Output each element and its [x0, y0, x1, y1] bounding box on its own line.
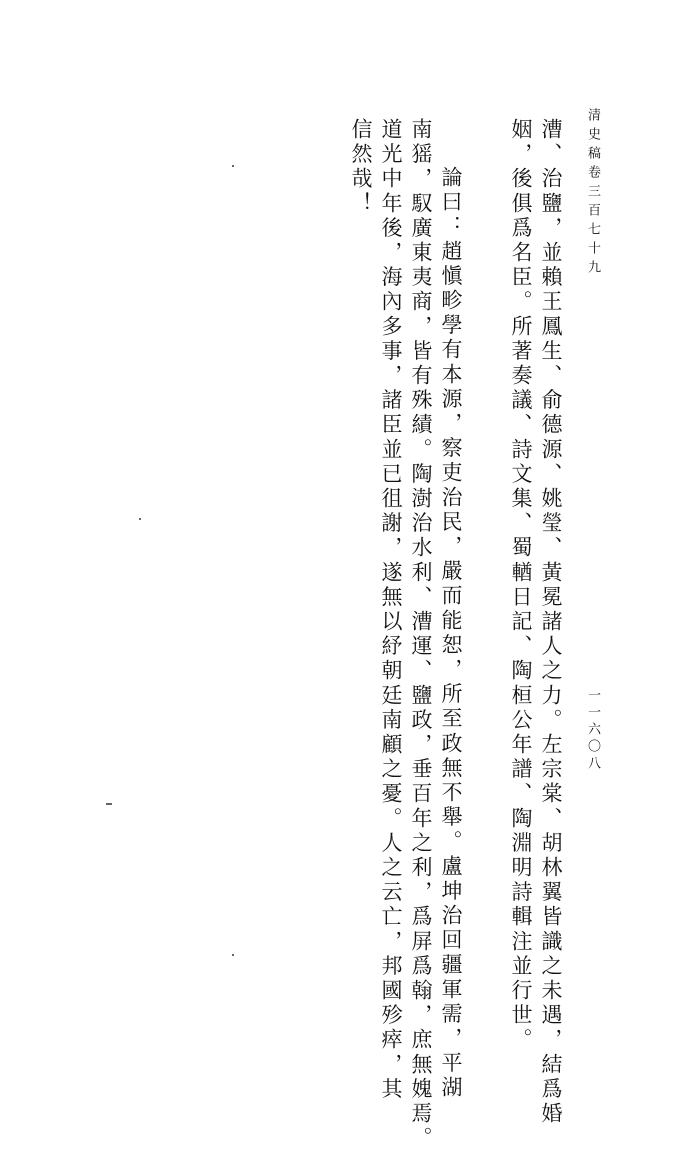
scan-speck [139, 518, 141, 520]
text-column-4: 南猺，馭廣東夷商，皆有殊績。陶澍治水利、漕運、鹽政，垂百年之利，爲屏爲翰，庶無媿焉。 [409, 118, 433, 1151]
text-column-3: 論曰：趙愼畛學有本源，察吏治民，嚴而能恕，所至政無不舉。盧坤治回疆軍需，平湖 [439, 166, 463, 1101]
text-column-2: 姻，後俱爲名臣。所著奏議、詩文集、蜀輶日記、陶桓公年譜、陶淵明詩輯注並行世。 [509, 118, 533, 1053]
text-column-5: 道光中年後，海內多事，諸臣並已徂謝，遂無以紓朝廷南顧之憂。人之云亡，邦國殄瘁，其 [379, 118, 403, 1102]
page-number: 一一六〇八 [585, 688, 600, 773]
text-column-6: 信然哉！ [349, 118, 373, 217]
scan-speck [106, 803, 112, 805]
text-column-1: 漕、治鹽，並賴王鳳生、俞德源、姚瑩、黃冕諸人之力。左宗棠、胡林翼皆識之未遇，結爲婚 [539, 118, 563, 1127]
scan-speck [232, 954, 234, 956]
running-header: 清史稿卷三百七十九 [585, 108, 600, 279]
scan-speck [232, 165, 234, 167]
